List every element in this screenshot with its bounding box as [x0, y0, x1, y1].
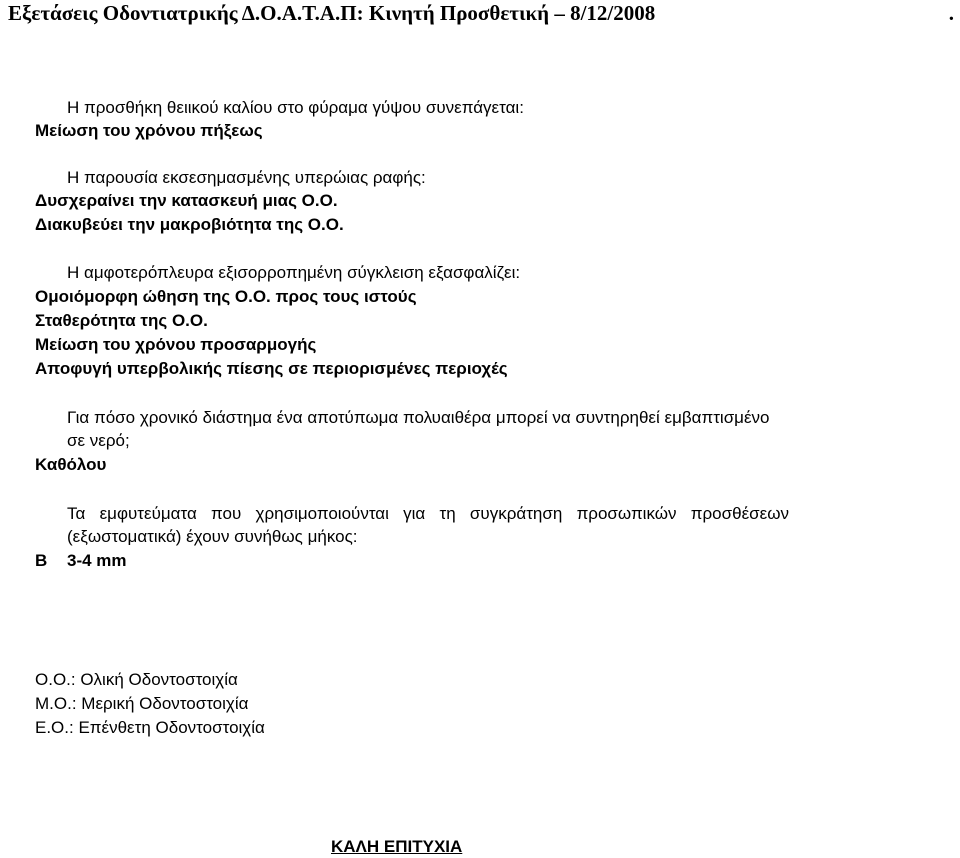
glossary-item: Ε.Ο.: Επένθετη Οδοντοστοιχία	[35, 718, 265, 737]
answer-2b: Διακυβεύει την μακροβιότητα της Ο.Ο.	[35, 215, 344, 234]
answer-3d: Αποφυγή υπερβολικής πίεσης σε περιορισμένες περιοχές	[35, 359, 508, 378]
question-5-line-1: Τα εμφυτεύματα που χρησιμοποιούνται για τη συγκράτηση προσωπικών προσθέσεων	[67, 504, 789, 523]
answer-5: 3-4 mm	[67, 551, 127, 570]
closing-message: ΚΑΛΗ ΕΠΙΤΥΧΙΑ	[331, 837, 463, 856]
question-5-line-2: (εξωστοματικά) έχουν συνήθως μήκος:	[67, 527, 358, 546]
header-trailing-mark: .	[948, 1, 954, 25]
question-4-line-1: Για πόσο χρονικό διάστημα ένα αποτύπωμα πολυαιθέρα μπορεί να συντηρηθεί εμβαπτισμένο	[67, 408, 770, 427]
answer-3b: Σταθερότητα της Ο.Ο.	[35, 311, 208, 330]
question-4-line-2: σε νερό;	[67, 431, 130, 450]
answer-3c: Μείωση του χρόνου προσαρμογής	[35, 335, 317, 354]
answer-3a: Ομοιόμορφη ώθηση της Ο.Ο. προς τους ιστούς	[35, 287, 417, 306]
answer-2a: Δυσχεραίνει την κατασκευή μιας Ο.Ο.	[35, 191, 338, 210]
question-3: Η αμφοτερόπλευρα εξισορροπημένη σύγκλειση εξασφαλίζει:	[67, 263, 521, 282]
document-header	[8, 0, 952, 26]
glossary-item: Ο.Ο.: Ολική Οδοντοστοιχία	[35, 670, 238, 689]
glossary-item: Μ.Ο.: Μερική Οδοντοστοιχία	[35, 694, 249, 713]
answer-4: Καθόλου	[35, 455, 107, 474]
question-1: Η προσθήκη θειικού καλίου στο φύραμα γύψου συνεπάγεται:	[67, 98, 524, 117]
answer-5-letter: Β	[35, 551, 48, 570]
answer-1: Μείωση του χρόνου πήξεως	[35, 121, 263, 140]
header-title: Εξετάσεις Οδοντιατρικής Δ.Ο.Α.Τ.Α.Π: Κινητή Προσθετική – 8/12/2008	[8, 1, 656, 25]
question-2: Η παρουσία εκσεσημασμένης υπερώιας ραφής:	[67, 168, 426, 187]
